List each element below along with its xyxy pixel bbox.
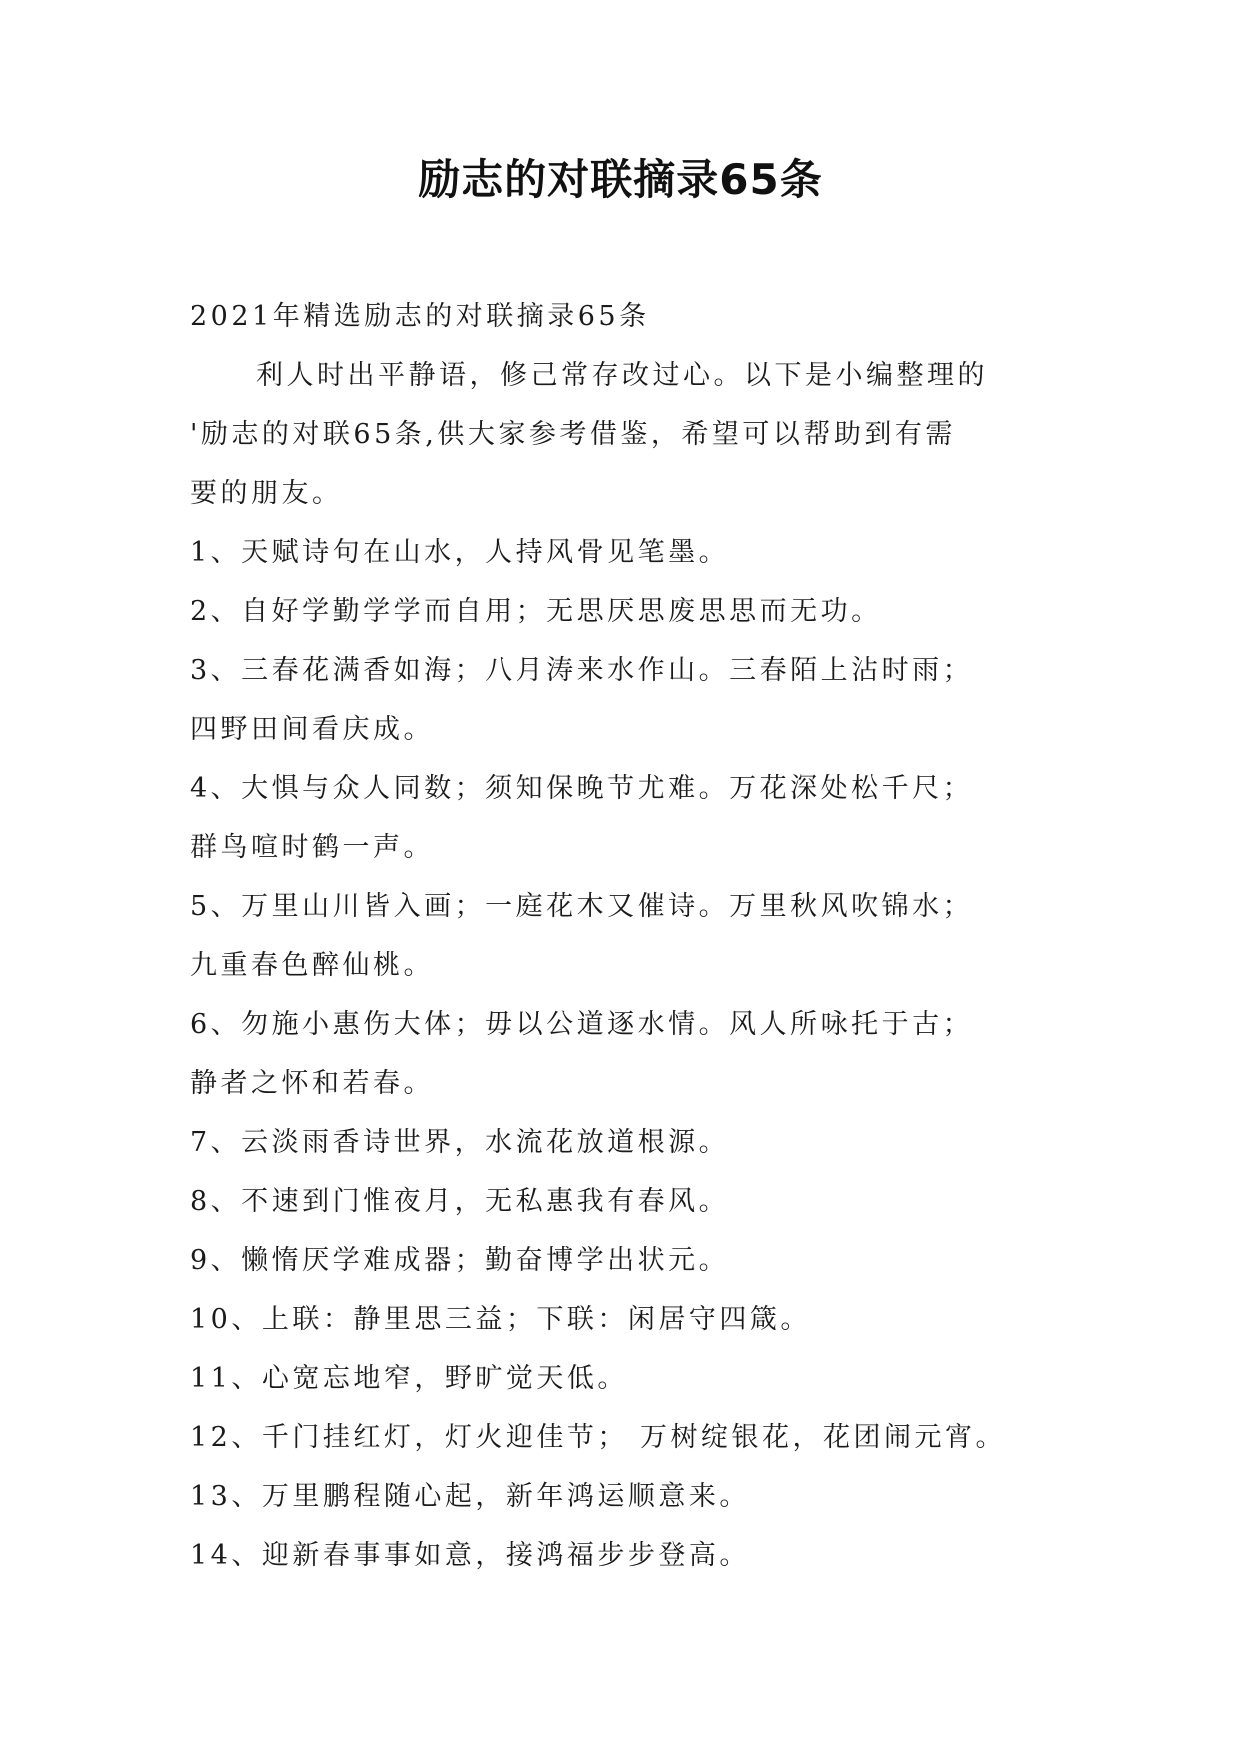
intro-paragraph-line: 利人时出平静语，修己常存改过心。以下是小编整理的 [256, 360, 988, 391]
couplet-item-continuation: 九重春色醉仙桃。 [190, 950, 434, 981]
couplet-item: 14、迎新春事事如意，接鸿福步步登高。 [190, 1540, 750, 1571]
couplet-item: 12、千门挂红灯，灯火迎佳节； 万树绽银花，花团闹元宵。 [190, 1422, 1006, 1453]
couplet-item: 10、上联：静里思三益；下联：闲居守四箴。 [190, 1304, 811, 1335]
couplet-item: 7、云淡雨香诗世界，水流花放道根源。 [190, 1127, 730, 1158]
couplet-item: 2、自好学勤学学而自用；无思厌思废思思而无功。 [190, 596, 882, 627]
couplet-item: 4、大惧与众人同数；须知保晚节尤难。万花深处松千尺； [190, 773, 974, 804]
couplet-item: 5、万里山川皆入画；一庭花木又催诗。万里秋风吹锦水； [190, 891, 974, 922]
couplet-item: 3、三春花满香如海；八月涛来水作山。三春陌上沾时雨； [190, 655, 974, 686]
couplet-item-continuation: 静者之怀和若春。 [190, 1068, 434, 1099]
intro-paragraph-line: 要的朋友。 [190, 478, 343, 509]
couplet-item: 13、万里鹏程随心起，新年鸿运顺意来。 [190, 1481, 750, 1512]
couplet-item-continuation: 群鸟喧时鹤一声。 [190, 832, 434, 863]
couplet-item: 9、懒惰厌学难成器；勤奋博学出状元。 [190, 1245, 730, 1276]
document-body [190, 287, 1090, 1585]
couplet-item: 11、心宽忘地窄，野旷觉天低。 [190, 1363, 628, 1394]
couplet-item: 8、不速到门惟夜月，无私惠我有春风。 [190, 1186, 730, 1217]
intro-paragraph-line: '励志的对联65条,供大家参考借鉴，希望可以帮助到有需 [190, 419, 956, 450]
document-title: 励志的对联摘录65条 [418, 155, 823, 204]
couplet-item: 1、天赋诗句在山水，人持风骨见笔墨。 [190, 537, 730, 568]
subtitle-line: 2021年精选励志的对联摘录65条 [190, 301, 650, 332]
couplet-item: 6、勿施小惠伤大体；毋以公道逐水情。风人所咏托于古； [190, 1009, 974, 1040]
couplet-item-continuation: 四野田间看庆成。 [190, 714, 434, 745]
